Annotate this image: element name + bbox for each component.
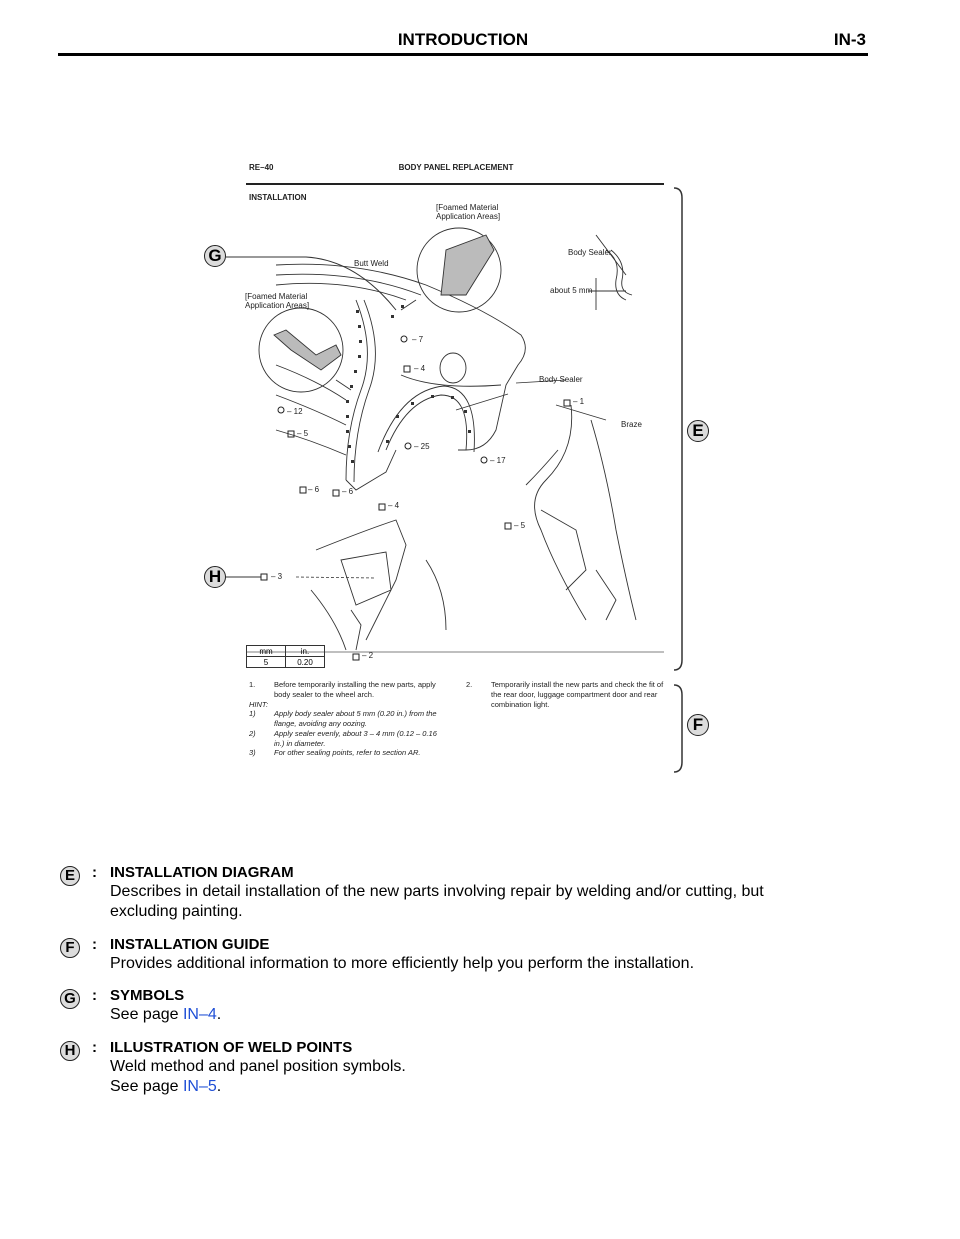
section-braces [670, 180, 700, 780]
spec-table [246, 645, 325, 668]
legend-badge: F [60, 938, 80, 958]
weld-code-label: – 3 [271, 572, 283, 581]
weld-code-label: – 4 [414, 364, 426, 373]
callout-about-5mm: about 5 mm [550, 286, 593, 295]
weld-code-label: – 17 [490, 456, 506, 465]
callout-butt-weld: Butt Weld [354, 259, 389, 268]
foamed-zoom-circle-top [401, 228, 501, 312]
pillar-sketch [526, 405, 636, 620]
installation-figure [196, 150, 716, 780]
callout-body-sealer-top: Body Sealer [568, 248, 612, 257]
foamed-zoom-circle-left [259, 308, 351, 392]
legend-description: Weld method and panel position symbols. See page IN–5. [110, 1058, 406, 1095]
notes-right [466, 680, 666, 709]
weld-code-label: – 6 [308, 485, 320, 494]
spec-header-mm: mm [247, 646, 286, 657]
legend-heading: INSTALLATION GUIDE [110, 936, 270, 953]
bracket-label-h: H [204, 566, 226, 588]
spec-value-mm: 5 [247, 657, 286, 668]
legend-badge: H [60, 1041, 80, 1061]
body-sealer-detail [588, 235, 632, 310]
note-hint: HINT: [249, 699, 269, 709]
weld-code-label: – 25 [414, 442, 430, 451]
link-in-4[interactable]: IN–4 [182, 1006, 217, 1023]
legend-heading: ILLUSTRATION OF WELD POINTS [110, 1039, 353, 1056]
hint-item: 1) Apply body sealer about 5 mm (0.20 in.) from the flange, avoiding any oozing. [249, 709, 437, 728]
figure-page-code: RE–40 [249, 163, 274, 172]
spec-value-in: 0.20 [286, 657, 325, 668]
weld-code-label: – 2 [362, 651, 374, 660]
spec-header-in: in. [286, 646, 325, 657]
legend-heading: SYMBOLS [110, 987, 185, 1004]
notes-left [249, 680, 449, 758]
page-code: IN-3 [833, 30, 866, 49]
note-step-2: 2. Temporarily install the new parts and check the fit of the rear door, luggage compartment door and rear combination light. [466, 680, 664, 709]
weld-symbols [261, 336, 570, 660]
weld-code-label: – 4 [388, 501, 400, 510]
hint-item: 3) For other sealing points, refer to section AR. [249, 748, 421, 758]
note-step-1: 1. Before temporarily installing the new parts, apply body sealer to the wheel arch. [249, 680, 436, 699]
page-header [58, 26, 868, 60]
header-rule [58, 53, 868, 56]
callout-braze: Braze [621, 420, 642, 429]
legend-badge: E [60, 866, 80, 886]
callout-body-sealer-mid: Body Sealer [539, 375, 583, 384]
link-in-5[interactable]: IN–5 [182, 1078, 217, 1095]
legend-description: Provides additional information to more efficiently help you perform the installation. [110, 955, 695, 972]
weld-code-label: – 5 [514, 521, 526, 530]
callout-foamed-left: [Foamed Material Application Areas] [245, 292, 310, 311]
callout-foamed-top: [Foamed Material Application Areas] [436, 203, 501, 222]
legend-description: See page IN–4. [110, 1006, 222, 1023]
legend-heading: INSTALLATION DIAGRAM [110, 864, 294, 881]
figure-subtitle: INSTALLATION [249, 193, 307, 202]
bracket-label-f: F [687, 714, 709, 736]
legend-badge: G [60, 989, 80, 1009]
weld-code-label: – 6 [342, 487, 354, 496]
weld-code-label: – 7 [412, 335, 424, 344]
figure-title: BODY PANEL REPLACEMENT [398, 163, 514, 172]
hint-item: 2) Apply sealer evenly, about 3 – 4 mm (0.12 – 0.16 in.) in diameter. [249, 728, 437, 748]
bracket-label-g: G [204, 245, 226, 267]
weld-code-label: – 1 [573, 397, 585, 406]
section-title: INTRODUCTION [397, 30, 529, 49]
weld-code-label: – 12 [287, 407, 303, 416]
legend-description: Describes in detail installation of the new parts involving repair by welding and/or cutting, but excluding painting. [110, 883, 764, 920]
trunk-corner-sketch [311, 520, 446, 650]
weld-code-label: – 5 [297, 429, 309, 438]
bracket-label-e: E [687, 420, 709, 442]
